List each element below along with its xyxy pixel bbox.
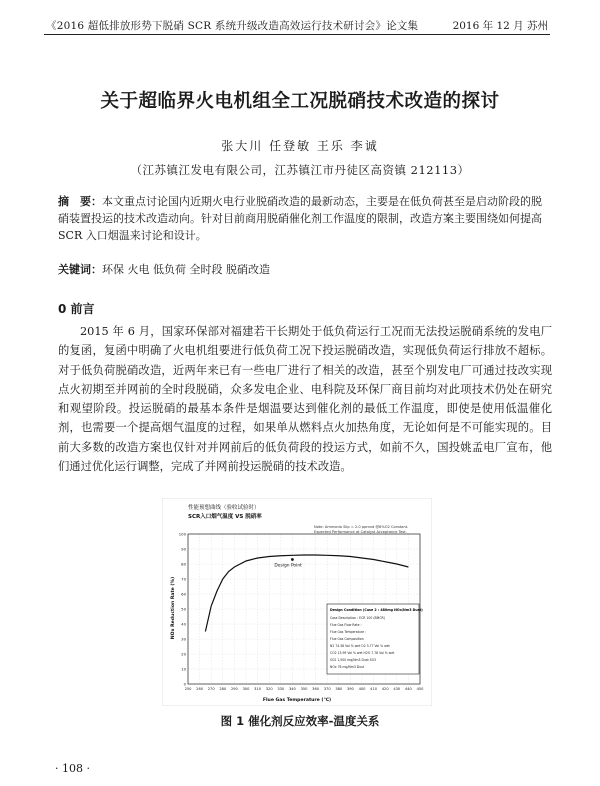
design-box-line: NOx 76 mg/Nm3 Dust [330, 665, 364, 669]
x-tick-label: 440 [404, 687, 412, 691]
page-number: · 108 · [55, 762, 90, 775]
y-tick-label: 20 [181, 651, 186, 657]
x-tick-label: 410 [370, 687, 378, 691]
x-tick-label: 350 [300, 687, 308, 691]
x-tick-label: 250 [184, 687, 192, 691]
x-tick-label: 430 [393, 687, 401, 691]
y-tick-label: 30 [181, 636, 186, 642]
paper-title: 关于超临界火电机组全工况脱硝技术改造的探讨 [100, 91, 500, 112]
design-box-line: Flue Gas Temperature : [330, 630, 366, 634]
section-heading: 0 前言 [58, 302, 95, 316]
efficiency-temperature-chart [162, 498, 432, 706]
x-tick-label: 280 [219, 687, 227, 691]
design-point-label: Design Point [274, 563, 302, 569]
x-tick-label: 450 [416, 687, 424, 691]
keywords-text: 环保 火电 低负荷 全时段 脱硝改造 [102, 263, 270, 276]
x-tick-label: 380 [335, 687, 343, 691]
x-tick-label: 420 [381, 687, 389, 691]
running-header-right: 2016 年 12 月 苏州 [452, 20, 548, 32]
y-tick-label: 10 [181, 666, 186, 672]
y-tick-label: 0 [183, 681, 186, 687]
design-box-line: N2 74.38 Vol % wet O2 3.77 Vol % wet [330, 644, 390, 648]
y-axis-label: NOx Reduction Rate (%) [171, 576, 176, 640]
x-tick-label: 390 [346, 687, 354, 691]
body-paragraph: 2015 年 6 月，国家环保部对福建若干长期处于低负荷运行工况而无法投运脱硝系统的发电厂的复函，复函中明确了火电机组要进行低负荷工况下投运脱硝改造，实现低负荷运行排放不超标。对于低负荷脱硝改造，近两年来已有一些电厂进行了相关的改造，甚至个别发电厂可通过技改实现点火初期至并网前的全时段脱硝，众多发电企业、电科院及环保厂商目前均对此项技术仍处在研究和观望阶段。投运脱硝的最基本条件是烟温要达到催化剂的最低工作温度，即使是使用低温催化剂，也需要一个提高烟气温度的过程，如果单从燃料点火加热角度，无论如何是不可能实现的。目前大多数的改造方案也仅针对并网前后的低负荷段的投运方式，如前不久，国投姚孟电厂宣布，他们通过优化运行调整，完成了并网前投运脱硝的技术改造。 [58, 325, 552, 474]
x-tick-label: 400 [358, 687, 366, 691]
y-tick-label: 70 [181, 576, 186, 582]
y-tick-label: 40 [181, 621, 186, 627]
design-box-line: Case Description : ECR 100 (BMCR) [330, 616, 385, 620]
x-tick-label: 270 [207, 687, 215, 691]
y-tick-label: 50 [181, 606, 186, 612]
x-tick-label: 310 [254, 687, 262, 691]
design-box-line: CO2 13.99 Vol % wet H2O 7.78 Vol % wet [330, 651, 395, 655]
figure-1 [162, 498, 432, 706]
x-tick-label: 300 [242, 687, 250, 691]
y-tick-label: 90 [181, 546, 186, 552]
y-tick-label: 60 [181, 591, 186, 597]
abstract-label: 摘 要： [58, 195, 102, 208]
abstract-text: 本文重点讨论国内近期火电行业脱硝改造的最新动态，主要是在低负荷甚至是启动阶段的脱硝装置投运的技术改造动向。针对目前商用脱硝催化剂工作温度的限制，改造方案主要围绕如何提高 SCR 入口烟温来讨论和设计。 [58, 195, 542, 242]
y-tick-label: 80 [181, 561, 186, 567]
affiliation: （江苏镇江发电有限公司，江苏镇江市丹徒区高资镇 212113） [130, 163, 470, 177]
x-tick-label: 340 [288, 687, 296, 691]
design-point-marker [291, 558, 294, 561]
x-tick-label: 360 [312, 687, 320, 691]
design-box-title: Design Condition (Case 2 : 480mg NOx/Nm3 Dust) [330, 608, 423, 612]
x-tick-label: 330 [277, 687, 285, 691]
design-condition-box [327, 604, 423, 674]
x-tick-label: 320 [265, 687, 273, 691]
keywords-label: 关键词： [58, 263, 102, 276]
design-box-line: SO2 1,500 mg/Nm3 Dust SO3 [330, 658, 377, 662]
design-box-line: Flue Gas Composition [330, 637, 364, 641]
author-list: 张大川 任登敏 王乐 李诚 [221, 139, 379, 153]
header-rule [44, 34, 550, 35]
note-line-2: Expected Performance at Catalyst Acceptance Test. [314, 530, 407, 534]
legend-line-1: 性能预想曲线（验收试验时） [188, 505, 260, 511]
legend-line-2: SCR入口烟气温度 VS 脱硝率 [188, 514, 262, 520]
figure-caption: 图 1 催化剂反应效率-温度关系 [220, 714, 380, 728]
keywords [58, 261, 270, 277]
x-tick-label: 370 [323, 687, 331, 691]
design-box-line: Flue Gas Flow Rate : [330, 623, 362, 627]
x-axis-label: Flue Gas Temperature (℃) [262, 698, 332, 703]
abstract [58, 193, 552, 244]
y-tick-label: 100 [178, 531, 186, 537]
running-header-left: 《2016 超低排放形势下脱硝 SCR 系统升级改造高效运行技术研讨会》论文集 [46, 20, 419, 32]
x-tick-label: 260 [196, 687, 204, 691]
x-tick-label: 290 [230, 687, 238, 691]
note-line-1: Note: Ammonia Slip = 2.0 ppmvd @6%O2 Constant. [314, 525, 409, 529]
